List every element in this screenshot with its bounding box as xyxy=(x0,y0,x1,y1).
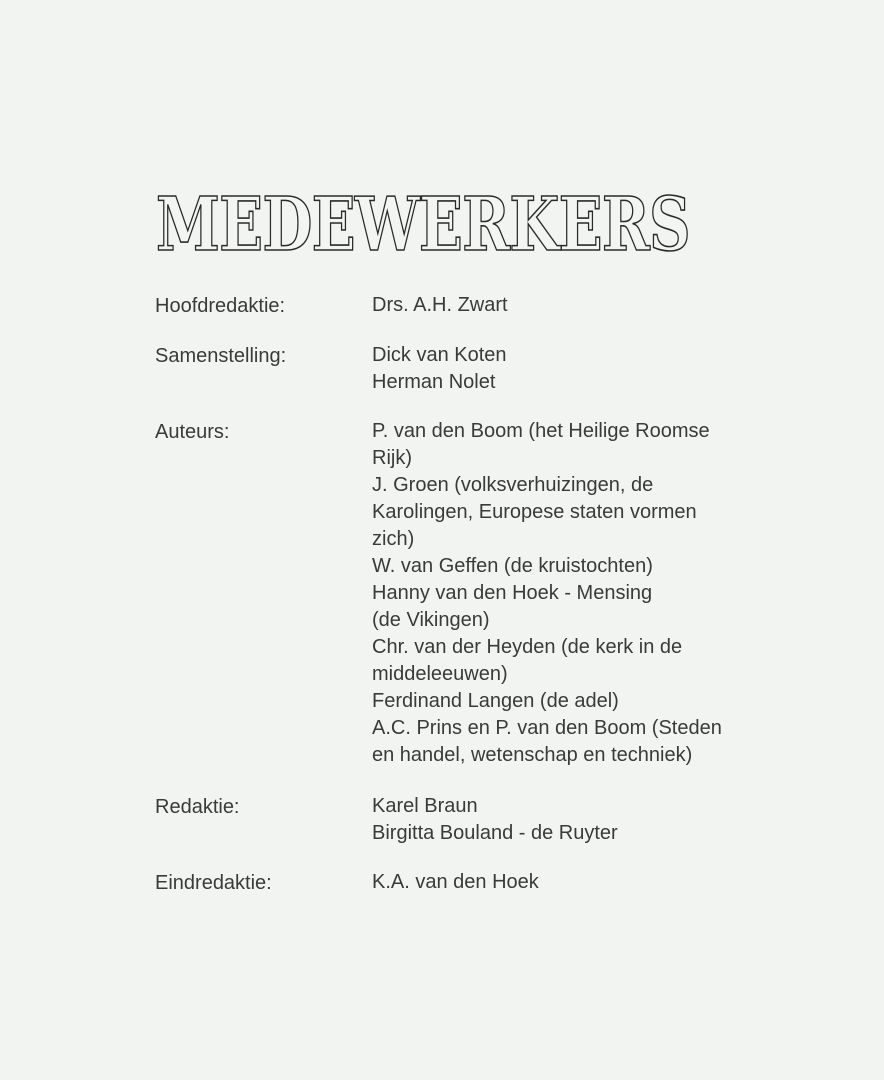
page-title: MEDEWERKERS xyxy=(156,182,690,268)
credit-row-eindredaktie xyxy=(155,869,845,897)
credit-role: Hoofdredaktie: xyxy=(155,295,286,317)
credit-names xyxy=(372,793,618,847)
credit-names xyxy=(372,292,508,320)
credit-role: Auteurs: xyxy=(155,421,230,443)
credit-name: zich) xyxy=(372,528,415,550)
credit-name: Dick van Koten xyxy=(372,344,507,366)
credit-row-samenstelling xyxy=(155,342,845,396)
credit-name: Herman Nolet xyxy=(372,371,496,393)
credit-name: Chr. van der Heyden (de kerk in de xyxy=(372,636,683,658)
credit-name: middeleeuwen) xyxy=(372,663,508,685)
credit-name: J. Groen (volksverhuizingen, de xyxy=(372,474,654,496)
credit-name: P. van den Boom (het Heilige Roomse xyxy=(372,420,710,442)
credit-name: Hanny van den Hoek - Mensing xyxy=(372,582,653,604)
credit-name: Karel Braun xyxy=(372,795,478,817)
credit-row-redaktie xyxy=(155,793,845,847)
credit-name: W. van Geffen (de kruistochten) xyxy=(372,555,653,577)
credit-name: Karolingen, Europese staten vormen xyxy=(372,501,697,523)
credit-name: Birgitta Bouland - de Ruyter xyxy=(372,822,618,844)
credit-name: Ferdinand Langen (de adel) xyxy=(372,690,619,712)
credit-name: Rijk) xyxy=(372,447,412,469)
credit-name: (de Vikingen) xyxy=(372,609,490,631)
credit-name: Drs. A.H. Zwart xyxy=(372,294,508,316)
credit-role: Eindredaktie: xyxy=(155,872,272,894)
credit-row-auteurs xyxy=(155,418,845,769)
credits-list xyxy=(155,292,845,919)
credit-name: K.A. van den Hoek xyxy=(372,871,539,893)
credit-names xyxy=(372,869,539,897)
credit-role: Samenstelling: xyxy=(155,345,287,367)
credit-names xyxy=(372,342,507,396)
credit-name: en handel, wetenschap en techniek) xyxy=(372,744,693,766)
credit-role: Redaktie: xyxy=(155,796,240,818)
credit-names xyxy=(372,418,722,769)
credit-name: A.C. Prins en P. van den Boom (Steden xyxy=(372,717,722,739)
credit-row-hoofdredaktie xyxy=(155,292,845,320)
